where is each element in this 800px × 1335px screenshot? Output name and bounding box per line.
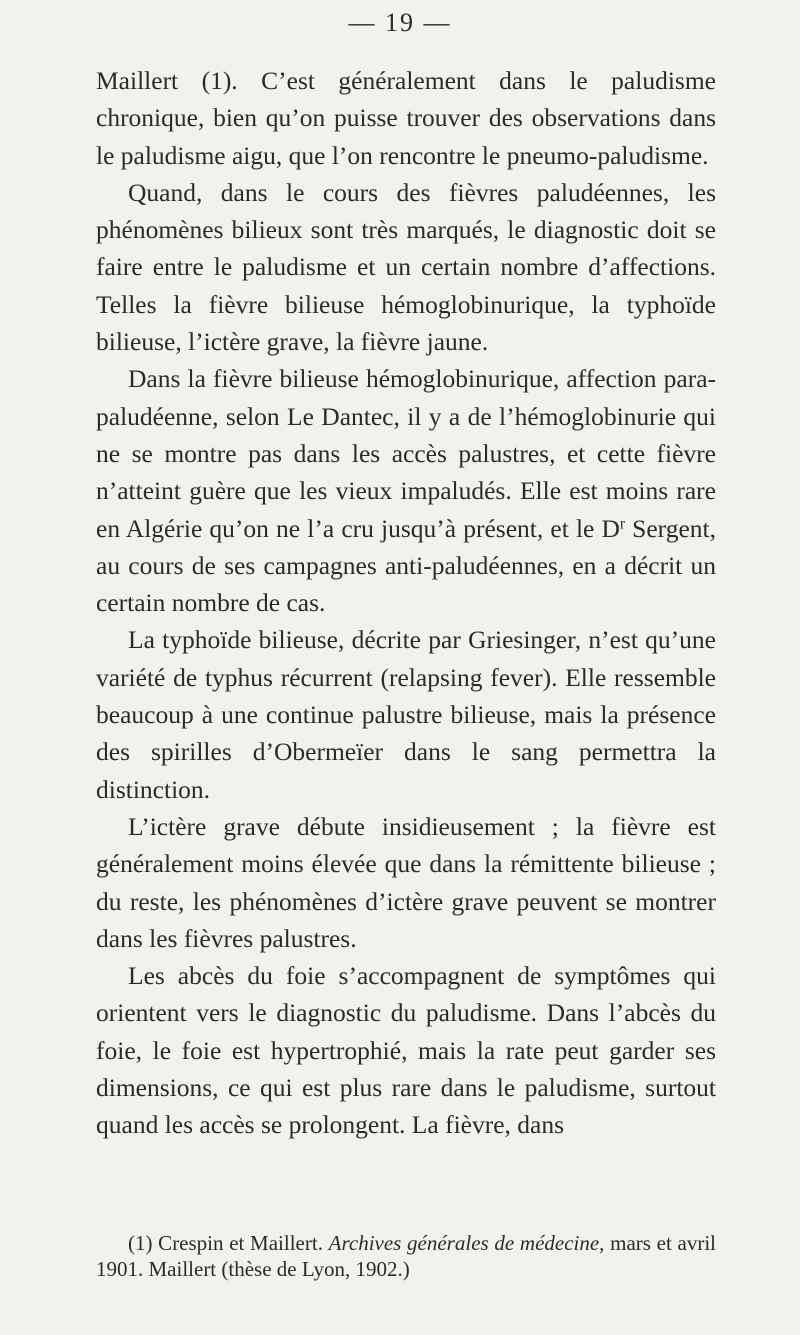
paragraph-5: [96, 808, 716, 957]
paragraph-3: [96, 360, 716, 621]
paragraph-6: [96, 957, 716, 1143]
paragraph-text: Dans la fièvre bilieuse hémoglobinurique, affection para-paludéenne, selon Le Dantec, il y a de l’hémoglobinurie qui ne se montre pas dans les accès palustres, et cette fièvre n’atteint guère que les vieux impaludés. Elle est moins rare en Algérie qu’on ne l’a cru jusqu’à présent, et le D: [96, 364, 716, 543]
paragraph-text: L’ictère grave débute insidieusement ; la fièvre est généralement moins élevée que dans la rémittente bilieuse ; du reste, les phénomènes d’ictère grave peuvent se montrer dans les fièvres palustres.: [96, 811, 716, 953]
footnote-authors: (1) Crespin et Maillert.: [128, 1231, 329, 1255]
paragraph-text: La typhoïde bilieuse, décrite par Griesinger, n’est qu’une variété de typhus récurrent (relapsing fever). Elle ressemble beaucoup à une continue palustre bilieuse, mais la présence des spirilles d’Obermeïer dans le sang permettra la distinction.: [96, 625, 716, 804]
paragraph-4: [96, 621, 716, 807]
footnote-text: [96, 1230, 716, 1282]
body-text: [96, 62, 716, 1144]
page-number: — 19 —: [348, 8, 452, 37]
footnote-details: mars et avril 1901. Maillert (thèse de Lyon, 1902.): [96, 1231, 716, 1281]
paragraph-text: Sergent, au cours de ses campagnes anti-paludéennes, en a décrit un certain nombre de cas.: [96, 513, 716, 618]
paragraph-text: Quand, dans le cours des fièvres paludéennes, les phénomènes bilieux sont très marqués, le diagnostic doit se faire entre le paludisme et un certain nombre d’affections. Telles la fièvre bilieuse hémoglobinurique, la typhoïde bilieuse, l’ictère grave, la fièvre jaune.: [96, 177, 716, 357]
paragraph-text: Maillert (1). C’est généralement dans le paludisme chronique, bien qu’on puisse trouver des observations dans le paludisme aigu, que l’on rencontre le pneumo-paludisme.: [96, 66, 716, 170]
footnote: [96, 1230, 716, 1282]
paragraph-1: [96, 62, 716, 174]
paragraph-text: Les abcès du foie s’accompagnent de symptômes qui orientent vers le diagnostic du paludisme. Dans l’abcès du foie, le foie est hypertrophié, mais la rate peut garder ses dimensions, ce qui est plus rare dans le paludisme, surtout quand les accès se prolongent. La fièvre, dans: [96, 961, 716, 1140]
paragraph-2: [96, 174, 716, 360]
footnote-journal-title: Archives générales de médecine,: [328, 1231, 605, 1255]
superscript-r: r: [619, 515, 626, 533]
